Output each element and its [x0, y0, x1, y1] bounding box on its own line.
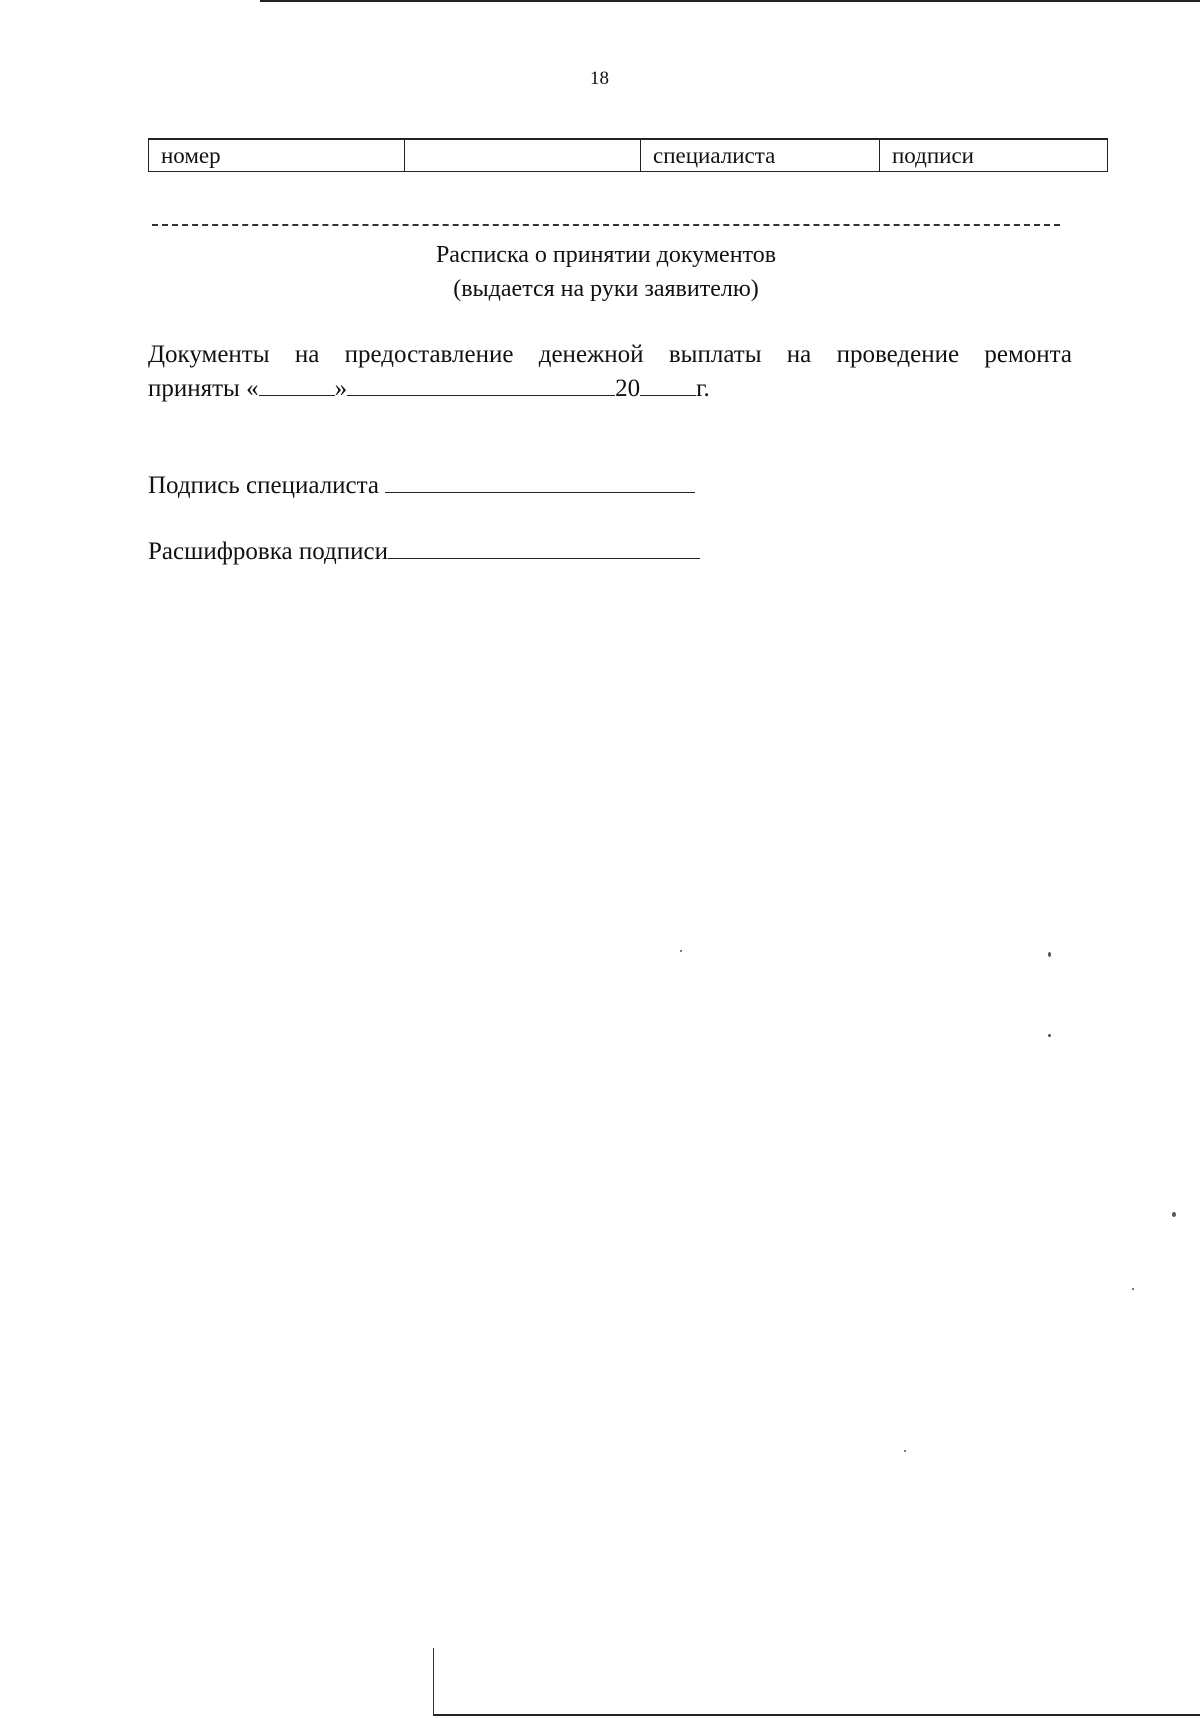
receipt-subtitle: (выдается на руки заявителю)	[453, 276, 759, 302]
year-prefix: 20	[615, 375, 641, 402]
scan-speck	[904, 1450, 906, 1452]
signature-decoding-blank	[388, 536, 700, 559]
year-blank	[640, 373, 696, 396]
scan-speck	[680, 950, 682, 952]
specialist-signature-label: Подпись специалиста	[148, 472, 379, 499]
scan-speck	[1132, 1288, 1134, 1290]
year-suffix: г.	[696, 375, 710, 402]
cut-line	[152, 224, 1060, 226]
signature-decoding-label: Расшифровка подписи	[148, 538, 388, 565]
page-number: 18	[590, 68, 609, 89]
receipt-paragraph: Документы на предоставление денежной выплаты на проведение ремонта	[148, 341, 1072, 368]
table-cell: подписи	[892, 143, 974, 168]
accepted-label: приняты «	[148, 375, 259, 402]
specialist-signature-line	[148, 470, 695, 500]
table-cell	[405, 140, 641, 171]
quote-close: »	[334, 375, 348, 402]
table-continuation-row	[148, 138, 1108, 172]
table-cell: номер	[149, 140, 405, 171]
scan-edge-top	[260, 0, 1200, 2]
month-blank	[347, 373, 615, 396]
receipt-title: Расписка о принятии документов	[435, 242, 777, 268]
accepted-date-line	[148, 372, 1072, 406]
scan-speck	[1172, 1212, 1176, 1217]
table-cell: специалиста	[641, 140, 880, 171]
scan-speck	[1048, 1034, 1051, 1037]
day-blank	[259, 373, 335, 396]
specialist-signature-blank	[385, 470, 695, 493]
scan-edge-bottom	[434, 1714, 1200, 1716]
scan-edge-vertical	[433, 1648, 434, 1716]
signature-decoding-line	[148, 536, 700, 566]
scan-speck	[1048, 952, 1051, 957]
